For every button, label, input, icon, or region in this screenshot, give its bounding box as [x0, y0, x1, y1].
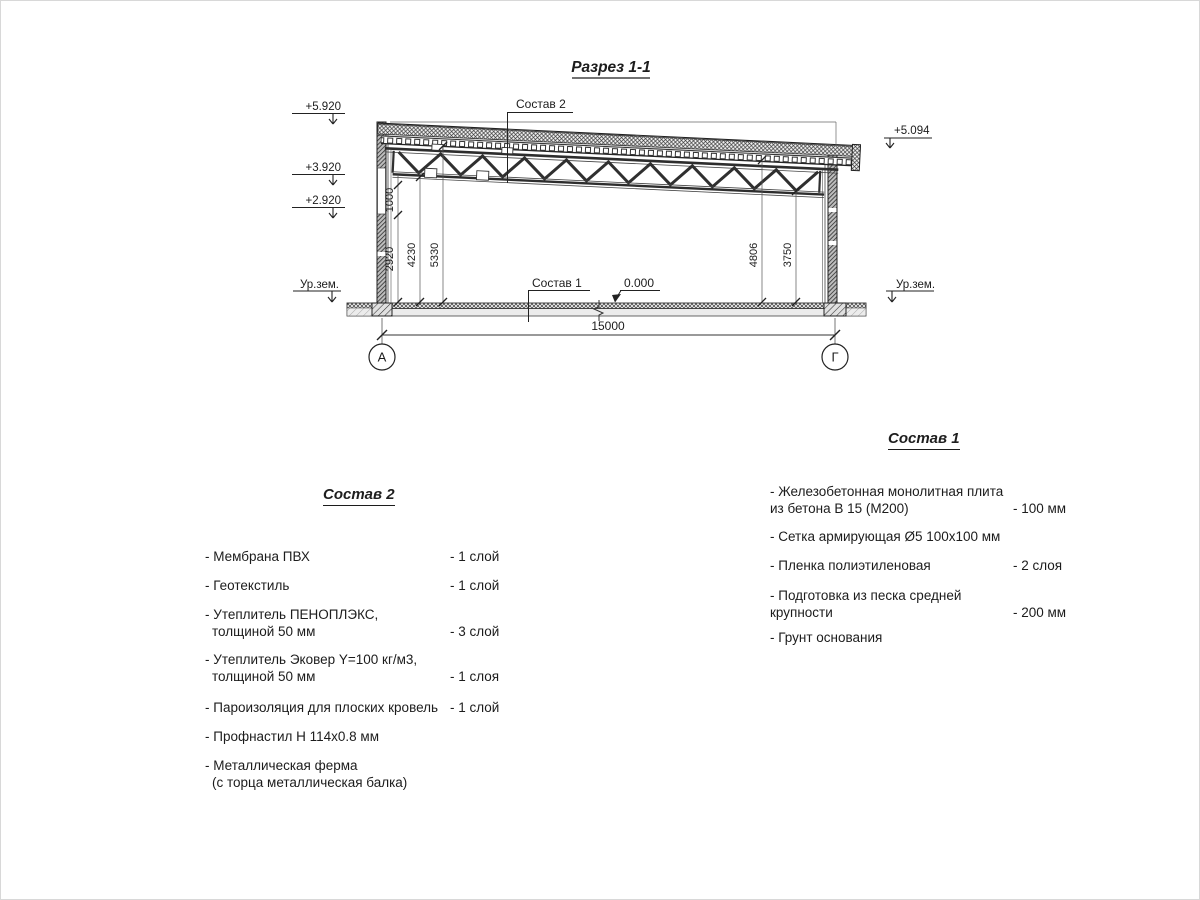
list-item	[770, 557, 1070, 574]
elev-2920	[292, 195, 345, 218]
list-item	[205, 606, 515, 640]
dim-2920: 2920	[384, 246, 396, 272]
svg-text:+3.920: +3.920	[305, 162, 341, 174]
svg-text:А: А	[377, 349, 387, 365]
roof-fascia	[851, 144, 860, 170]
zero-arrow-icon	[612, 294, 621, 303]
svg-text:0.000: 0.000	[624, 276, 655, 290]
ground-level-right	[886, 279, 935, 302]
material-value: - 1 слоя	[450, 669, 500, 684]
span-dimension	[377, 318, 840, 344]
material-name-line2: толщиной 50 мм	[212, 669, 316, 684]
svg-text:+5.920: +5.920	[305, 101, 341, 113]
elevation-marks-left	[292, 101, 345, 302]
material-value: - 1 слой	[450, 578, 500, 593]
list-item	[770, 483, 1070, 517]
list-item	[205, 548, 515, 565]
material-name: - Утеплитель ПЕНОПЛЭКС,	[205, 607, 379, 622]
drawing-title	[571, 59, 651, 78]
svg-text:Состав 2: Состав 2	[516, 97, 566, 111]
material-name: - Подготовка из песка средней	[770, 588, 962, 603]
sostav1-title: Состав 1	[888, 430, 960, 450]
elevation-arrow-icon	[328, 291, 336, 302]
right-wall	[823, 155, 838, 303]
svg-text:Разрез 1-1: Разрез 1-1	[571, 59, 651, 76]
material-name: - Сетка армирующая Ø5 100х100 мм	[770, 529, 1001, 544]
material-value: - 100 мм	[1013, 501, 1067, 516]
material-name: - Утеплитель Эковер Y=100 кг/м3,	[205, 652, 418, 667]
dim-4806: 4806	[748, 242, 760, 268]
svg-text:Ур.зем.: Ур.зем.	[299, 279, 339, 291]
list-item	[205, 728, 515, 745]
material-name: - Грунт основания	[770, 630, 883, 645]
list-item	[205, 577, 515, 594]
ground-level-left	[293, 279, 341, 302]
material-name-line2: из бетона В 15 (М200)	[770, 501, 909, 516]
axis-bubble-left	[369, 344, 395, 370]
material-name: - Металлическая ферма	[205, 758, 358, 773]
elev-5094	[884, 125, 932, 148]
svg-text:+2.920: +2.920	[305, 195, 341, 207]
material-name: - Пароизоляция для плоских кровель	[205, 700, 439, 715]
floor-slab	[347, 300, 866, 321]
dim-3750: 3750	[782, 242, 794, 268]
dim-ticks	[394, 142, 800, 306]
elevation-arrow-icon	[888, 291, 896, 302]
svg-text:+5.094: +5.094	[894, 125, 930, 137]
material-name-line2: (с торца металлическая балка)	[212, 775, 408, 790]
list-item	[205, 699, 515, 716]
material-name-line2: толщиной 50 мм	[212, 624, 316, 639]
material-value: - 3 слой	[450, 624, 500, 639]
svg-text:Состав 1: Состав 1	[532, 276, 582, 290]
dim-1000: 1000	[384, 187, 396, 213]
elevation-arrow-icon	[886, 138, 894, 148]
material-value: - 2 слоя	[1013, 558, 1063, 573]
dim-4230: 4230	[406, 242, 418, 268]
zero-level-mark	[612, 276, 660, 303]
material-name-line2: крупности	[770, 605, 833, 620]
list-item	[770, 587, 1070, 621]
dim-span: 15000	[591, 319, 625, 333]
list-item	[205, 757, 515, 791]
elevation-arrow-icon	[329, 114, 337, 125]
roof-assembly	[375, 122, 860, 199]
material-name: - Мембрана ПВХ	[205, 549, 310, 564]
material-name: - Железобетонная монолитная плита	[770, 484, 1004, 499]
svg-text:Ур.зем.: Ур.зем.	[896, 279, 936, 291]
material-name: - Пленка полиэтиленовая	[770, 558, 931, 573]
elevation-arrow-icon	[329, 208, 337, 219]
material-value: - 200 мм	[1013, 605, 1067, 620]
svg-text:Г: Г	[831, 349, 839, 365]
material-value: - 1 слой	[450, 700, 500, 715]
list-item	[205, 651, 515, 685]
sostav2-title: Состав 2	[323, 486, 395, 506]
list-item	[770, 629, 1070, 646]
dim-lines-right	[762, 160, 796, 302]
elev-5920	[292, 101, 345, 124]
dim-texts	[384, 188, 794, 271]
section-drawing	[0, 0, 1200, 420]
foundation-right	[824, 303, 846, 316]
material-name: - Профнастил Н 114х0.8 мм	[205, 729, 379, 744]
elevation-arrow-icon	[329, 175, 337, 186]
foundation-left	[372, 303, 392, 316]
elevation-marks-right	[884, 125, 935, 302]
dim-5330: 5330	[429, 242, 441, 268]
elev-3920	[292, 162, 345, 185]
list-item	[770, 528, 1070, 545]
material-name: - Геотекстиль	[205, 578, 290, 593]
material-value: - 1 слой	[450, 549, 500, 564]
axis-bubble-right	[822, 344, 848, 370]
